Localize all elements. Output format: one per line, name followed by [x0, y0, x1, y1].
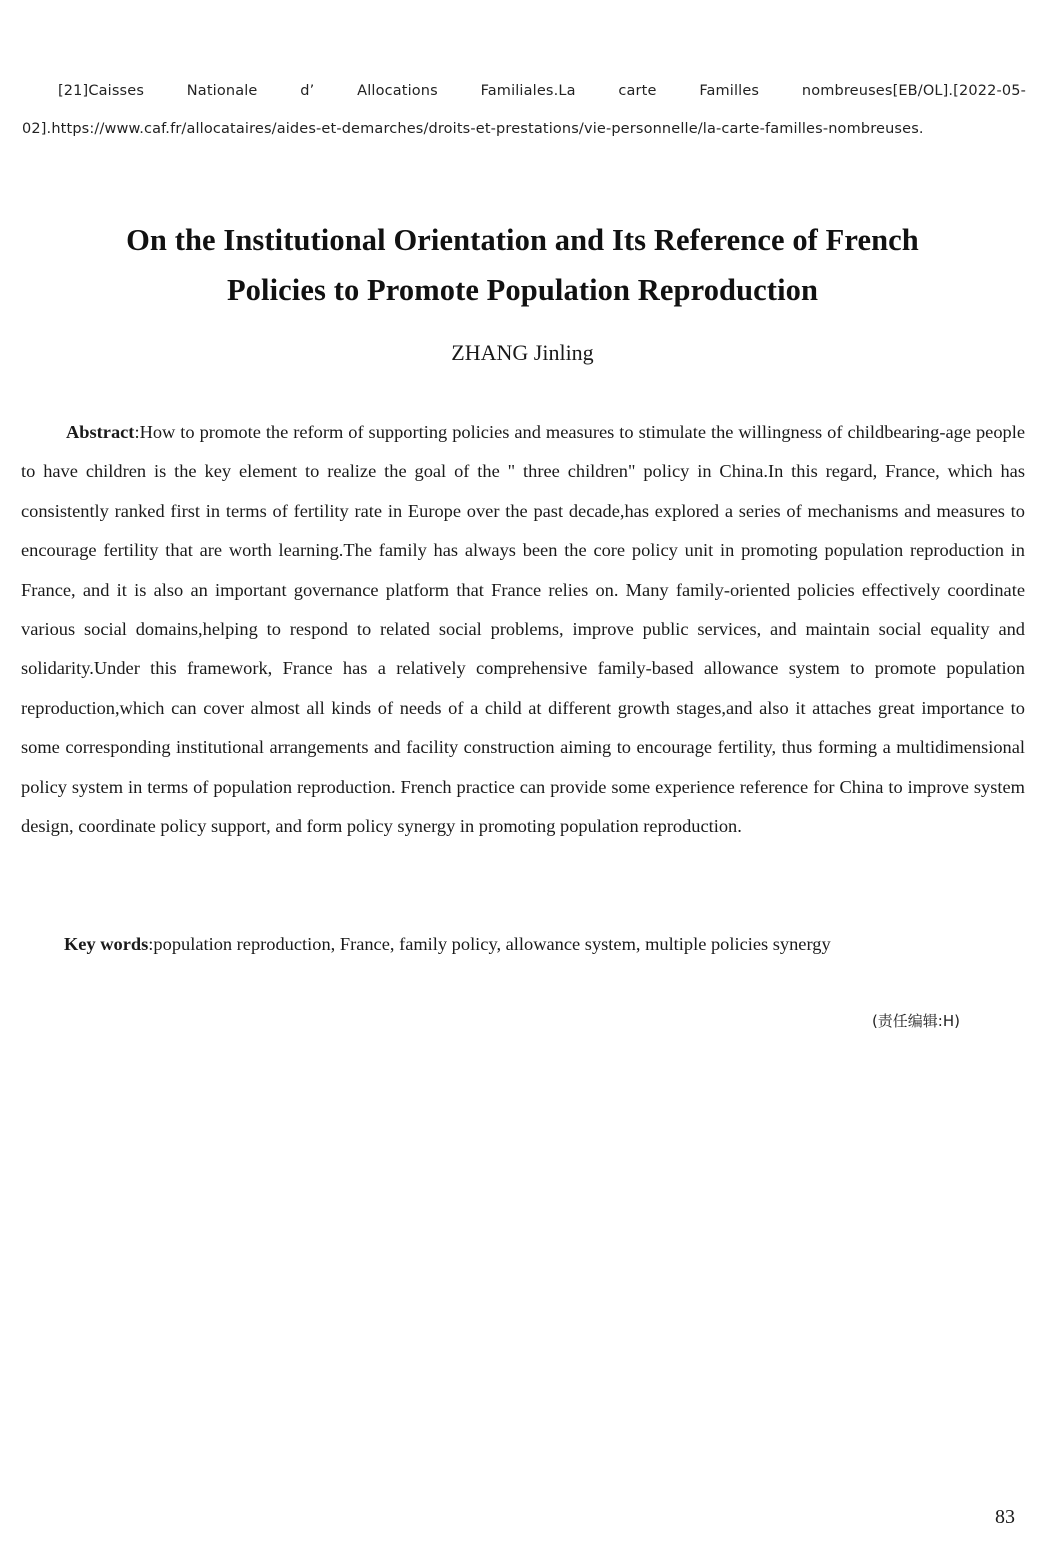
- title-line-2: Policies to Promote Population Reproduction: [226, 273, 819, 307]
- abstract-separator: :: [134, 422, 140, 442]
- reference-text: [21]Caisses Nationale d’ Allocations Familiales.La carte Familles nombreuses[EB/OL].[2022-05-02].https://www.caf.fr/allocataires/aides-et-demarches/droits-et-prestations/vie-personnelle/la-carte-familles-nombreuses.: [22, 83, 1026, 137]
- abstract-paragraph: [21, 413, 1025, 846]
- title-line-1: On the Institutional Orientation and Its Reference of French: [126, 223, 919, 257]
- keywords-text: population reproduction, France, family policy, allowance system, multiple policies synergy: [153, 934, 831, 954]
- editor-note: (责任编辑:H): [871, 1012, 960, 1030]
- keywords-paragraph: [21, 925, 1025, 964]
- abstract-text: How to promote the reform of supporting policies and measures to stimulate the willingness of childbearing-age people to have children is the key element to realize the goal of the " three children" policy in China.In this regard, France, which has consistently ranked first in terms of fertility rate in Europe over the past decade,has explored a series of mechanisms and measures to encourage fertility that are worth learning.The family has always been the core policy unit in promoting population reproduction in France, and it is also an important governance platform that France relies on. Many family-oriented policies effectively coordinate various social domains,helping to respond to related social problems, improve public services, and maintain social equality and solidarity.Under this framework, France has a relatively comprehensive family-based allowance system to promote population reproduction,which can cover almost all kinds of needs of a child at different growth stages,and also it attaches great importance to some corresponding institutional arrangements and facility construction aiming to encourage fertility, thus forming a multidimensional policy system in terms of population reproduction. French practice can provide some experience reference for China to improve system design, coordinate policy support, and form policy synergy in promoting population reproduction.: [21, 422, 1025, 837]
- keywords-separator: :: [148, 934, 154, 954]
- reference-entry: [22, 72, 1026, 148]
- author-name: ZHANG Jinling: [451, 340, 594, 365]
- paper-title: [60, 215, 985, 315]
- page-number: 83: [995, 1506, 1015, 1528]
- keywords-label: Key words: [64, 934, 149, 954]
- abstract-label: Abstract: [66, 422, 135, 442]
